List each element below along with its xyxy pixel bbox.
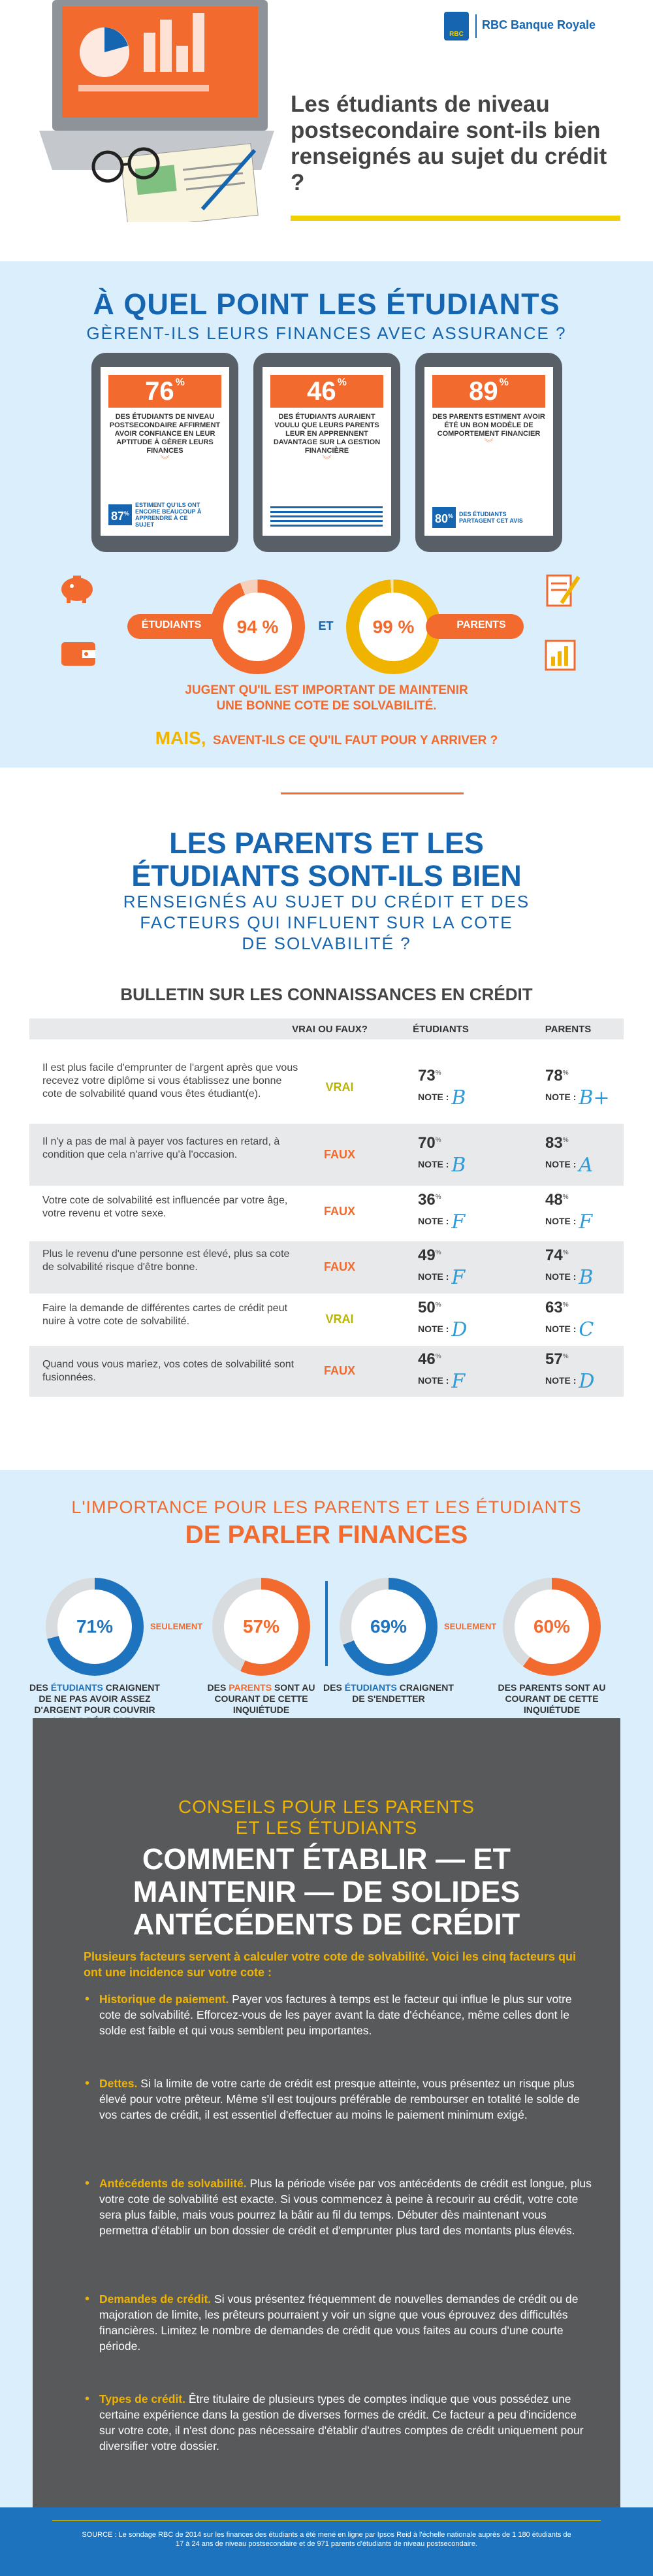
seulement-label: SEULEMENT (150, 1622, 203, 1631)
student-letter: F (451, 1211, 466, 1233)
sub-stat-value: 87% (108, 504, 132, 525)
donut-label-highlight: ÉTUDIANTS (344, 1682, 397, 1693)
donut-label: DES ÉTUDIANTS CRAIGNENT DE NE PAS AVOIR ASSEZ D'ARGENT POUR COUVRIR (29, 1682, 160, 1715)
student-pct: 70% (418, 1133, 441, 1152)
section2-subtitle-line3: DE SOLVABILITÉ ? (242, 934, 411, 953)
rbc-logo (444, 12, 633, 41)
parent-grade (545, 1299, 594, 1341)
hero-section (0, 0, 653, 261)
student-grade (418, 1299, 467, 1341)
donut-label: DES PARENTS SONT AU COURANT DE CETTE INQUIÉTUDE (498, 1682, 606, 1715)
row-question: Plus le revenu d'une personne est élevé, plus sa cote de solvabilité risque d'être bonne. (42, 1248, 290, 1273)
tips-intro: Plusieurs facteurs servent à calculer votre cote de solvabilité. Voici les cinq facteurs qui ont une incidence sur votre cote : (84, 1950, 576, 1979)
pencil-paper-icon (542, 572, 581, 608)
row-vrai-faux: FAUX (323, 1147, 355, 1161)
et-label: ET (318, 619, 334, 632)
bullet-icon: • (85, 2392, 90, 2406)
row-vrai-faux: VRAI (325, 1312, 354, 1326)
tip-item (85, 2291, 594, 2354)
parent-grade (545, 1134, 593, 1177)
donut-divider (325, 1581, 328, 1666)
tip-body: Être titulaire de plusieurs types de comptes indique que vous possédez une certaine expérience dans la gestion de diverses formes de crédit. Ce facteur a peu d'incidence sur votre cote, il n'est donc pas nécessaire d'établir d'autres comptes de crédit uniquement pour diversifier votre dossier. (99, 2392, 584, 2453)
students-label: ÉTUDIANTS (141, 619, 202, 630)
judge-line2: UNE BONNE COTE DE SOLVABILITÉ. (216, 699, 437, 713)
header-vf: VRAI OU FAUX? (292, 1024, 368, 1035)
parent-grade (545, 1247, 593, 1289)
talk-finances-section (0, 1470, 653, 1718)
stat-description: DES ÉTUDIANTS DE NIVEAU POSTSECONDAIRE AFFIRMENT AVOIR CONFIANCE EN LEUR APTITUDE À GÉRER LEURS FINANCES (109, 413, 221, 455)
mais-word: MAIS, (155, 728, 206, 748)
tips-kicker-line1: CONSEILS POUR LES PARENTS (178, 1797, 475, 1817)
section3-title-line1: L'IMPORTANCE POUR LES PARENTS ET LES ÉTUDIANTS (71, 1497, 582, 1517)
rbc-shield-icon: RBC (444, 12, 469, 41)
row-question: Quand vous vous mariez, vos cotes de solvabilité sont fusionnées. (42, 1359, 295, 1383)
sub-stat-text: DES ÉTUDIANTS PARTAGENT CET AVIS (459, 511, 523, 524)
tips-section (0, 1718, 653, 2507)
bullet-icon: • (85, 2076, 90, 2091)
stat-value: 76 % (108, 375, 221, 408)
parent-note: NOTE : A (545, 1153, 594, 1177)
parent-pct: 57% (545, 1350, 569, 1368)
student-letter: D (451, 1318, 468, 1341)
brand-name: RBC Banque Royale (482, 18, 596, 31)
parents-pct: 99 % (372, 617, 415, 637)
row-question: Faire la demande de différentes cartes de crédit peut nuire à votre cote de solvabilité. (42, 1303, 288, 1327)
section2-title-line2: ÉTUDIANTS SONT-ILS BIEN (131, 859, 522, 892)
table-row (29, 1124, 624, 1186)
parent-note: NOTE : D (545, 1370, 595, 1393)
donut-value: 71% (57, 1590, 132, 1664)
student-letter: B (451, 1086, 466, 1109)
tip-head: Historique de paiement. (99, 1993, 229, 2006)
donut-label-highlight: PARENTS (229, 1682, 272, 1693)
laptop-illustration (39, 0, 274, 222)
header-parents: PARENTS (545, 1024, 592, 1035)
stat-tablet (253, 353, 400, 552)
student-pct: 50% (418, 1299, 441, 1316)
table-row (29, 1346, 624, 1397)
tip-head: Demandes de crédit. (99, 2292, 212, 2306)
row-question: Il n'y a pas de mal à payer vos factures en retard, à condition que cela n'arrive qu'à l'occasion. (42, 1136, 280, 1160)
tips-title-line2: MAINTENIR — DE SOLIDES (133, 1875, 520, 1908)
chart-paper-icon (542, 637, 581, 673)
parent-letter: B+ (579, 1086, 610, 1109)
bulletin-title: BULLETIN SUR LES CONNAISSANCES EN CRÉDIT (120, 985, 533, 1004)
section3-title-line2: DE PARLER FINANCES (185, 1521, 468, 1549)
student-note: NOTE : B (418, 1153, 466, 1177)
section2-subtitle-line1: RENSEIGNÉS AU SUJET DU CRÉDIT ET DES (123, 892, 530, 911)
sub-stat-text: ESTIMENT QU'ILS ONT ENCORE BEAUCOUP À APPRENDRE À CE SUJET (135, 502, 202, 528)
section1-title: À QUEL POINT LES ÉTUDIANTS (93, 287, 560, 321)
mais-line (0, 728, 653, 749)
parent-letter: B (579, 1266, 594, 1289)
student-pct: 36% (418, 1191, 441, 1209)
hero-underline (291, 216, 620, 221)
row-question: Il est plus facile d'emprunter de l'argent après que vous recevez votre diplôme si vous établissez une bonne cote de solvabilité quand vous êtes étudiant(e). (42, 1062, 298, 1100)
stat-value: 89 % (432, 375, 545, 408)
tip-head: Dettes. (99, 2077, 138, 2090)
stat-description: DES ÉTUDIANTS AURAIENT VOULU QUE LEURS PARENTS LEUR EN APPRENNENT DAVANTAGE SUR LA GESTION FINANCIÈRE (273, 413, 381, 455)
parent-letter: D (579, 1370, 595, 1393)
donut-label: DES ÉTUDIANTS CRAIGNENT DE S'ENDETTER (323, 1682, 454, 1704)
parent-note: NOTE : C (545, 1318, 594, 1341)
text-lines-icon (270, 504, 383, 527)
parent-note: NOTE : B (545, 1266, 594, 1289)
tips-kicker-line2: ET LES ÉTUDIANTS (235, 1818, 418, 1838)
wallet-icon (59, 637, 98, 670)
tip-body: Si vous présentez fréquemment de nouvelles demandes de crédit ou de majoration de limite, les prêteurs pourraient y voir un signe que vous éprouvez des difficultés financières. Limitez le nombre de demandes de crédit que vous faites au cours d'une courte période. (99, 2292, 579, 2353)
chevron-down-icon: ︾ (322, 455, 332, 465)
students-pct: 94 % (236, 617, 279, 637)
section1-subtitle: GÈRENT-ILS LEURS FINANCES AVEC ASSURANCE ? (86, 323, 567, 343)
donut-value: 69% (351, 1590, 426, 1664)
donut-value: 60% (515, 1590, 589, 1664)
parent-pct: 48% (545, 1191, 569, 1209)
row-vrai-faux: FAUX (323, 1205, 355, 1218)
footer (0, 2507, 653, 2576)
bullet-icon: • (85, 1992, 90, 2006)
stat-description: DES PARENTS ESTIMENT AVOIR ÉTÉ UN BON MODÈLE DE COMPORTEMENT FINANCIER (432, 413, 545, 438)
parents-label: PARENTS (456, 619, 506, 630)
student-grade (418, 1134, 466, 1177)
header-students: ÉTUDIANTS (413, 1024, 469, 1035)
student-grade (418, 1247, 465, 1289)
tip-head: Antécédents de solvabilité. (99, 2177, 247, 2190)
mais-rest: SAVENT-ILS CE QU'IL FAUT POUR Y ARRIVER ? (212, 734, 498, 747)
student-note: NOTE : F (418, 1266, 466, 1289)
student-pct: 46% (418, 1350, 441, 1368)
tip-body: Plus la période visée par vos antécédents de crédit est longue, plus votre cote de solvabilité est exacte. Si vous commencez à peine à recourir au crédit, votre cote sera plus faible, mais vous pourrez la bâtir au fil du temps. Débuter dès maintenant vous permettra d'établir un bon dossier de crédit et d'emprunter plus tard des montants plus élevés. (99, 2177, 592, 2237)
section2-subtitle-line2: FACTEURS QUI INFLUENT SUR LA COTE (140, 913, 513, 932)
parent-grade (545, 1191, 592, 1233)
tip-item (85, 2176, 594, 2238)
student-letter: B (451, 1153, 466, 1177)
sub-stat-value: 80% (432, 507, 456, 528)
student-grade (418, 1191, 465, 1233)
hero-title: Les étudiants de niveau postsecondaire sont-ils bien renseignés au sujet du crédit ? (291, 91, 607, 195)
seulement-label: SEULEMENT (444, 1622, 497, 1631)
donut-label-highlight: ÉTUDIANTS (50, 1682, 103, 1693)
parent-pct: 63% (545, 1299, 569, 1316)
student-note: NOTE : D (418, 1318, 468, 1341)
footer-rule (52, 2520, 601, 2521)
section-divider (281, 792, 464, 794)
tips-title-line1: COMMENT ÉTABLIR — ET (142, 1842, 511, 1876)
chevron-down-icon: ︾ (160, 455, 170, 465)
table-row (29, 1241, 624, 1294)
tip-item (85, 2076, 594, 2123)
stat-tablet (91, 353, 238, 552)
donut-chart (46, 1578, 144, 1676)
student-grade (418, 1067, 466, 1109)
parent-grade (545, 1067, 610, 1109)
parent-pct: 74% (545, 1247, 569, 1264)
student-note: NOTE : F (418, 1370, 466, 1393)
student-note: NOTE : B (418, 1086, 466, 1109)
tip-item (85, 1991, 594, 2038)
donut-label: DES PARENTS SONT AU COURANT DE CETTE INQUIÉTUDE (207, 1682, 315, 1715)
rbc-divider (475, 14, 477, 38)
bullet-icon: • (85, 2292, 90, 2306)
bullet-icon: • (85, 2176, 90, 2191)
parent-grade (545, 1350, 594, 1393)
student-letter: F (451, 1370, 466, 1393)
tip-body: Si la limite de votre carte de crédit est presque atteinte, vous présentez un risque plus élevé pour votre prêteur. Même s'il est toujours préférable de rembourser en totalité le solde de vos cartes de crédit, il est essentiel d'effectuer au moins le paiement minimum exigé. (99, 2077, 580, 2121)
student-pct: 73% (418, 1067, 441, 1084)
knowledge-section (0, 768, 653, 1470)
row-vrai-faux: VRAI (325, 1081, 354, 1094)
student-letter: F (451, 1266, 466, 1289)
judge-line1: JUGENT QU'IL EST IMPORTANT DE MAINTENIR (185, 683, 468, 697)
student-grade (418, 1350, 465, 1393)
parent-letter: A (579, 1153, 594, 1177)
table-row (29, 1055, 624, 1120)
student-pct: 49% (418, 1247, 441, 1264)
confidence-section (0, 261, 653, 768)
stat-tablet (415, 353, 562, 552)
chevron-down-icon: ︾ (484, 438, 494, 448)
row-vrai-faux: FAUX (323, 1260, 355, 1273)
section2-title-line1: LES PARENTS ET LES (169, 826, 484, 860)
table-row (29, 1297, 624, 1343)
student-note: NOTE : F (418, 1211, 466, 1233)
stat-value: 46 % (270, 375, 383, 408)
tip-body: Payer vos factures à temps est le facteur qui influe le plus sur votre cote de solvabilité. Efforcez-vous de les payer avant la date d'échéance, même celles dont le solde est faible et qui vous semblent peu importantes. (99, 1993, 572, 2037)
donut-chart (503, 1578, 601, 1676)
row-vrai-faux: FAUX (323, 1364, 355, 1377)
parent-letter: C (579, 1318, 594, 1341)
row-question: Votre cote de solvabilité est influencée par votre âge, votre revenu et votre sexe. (42, 1195, 288, 1219)
footer-source: SOURCE : Le sondage RBC de 2014 sur les finances des étudiants a été mené en ligne par Ipsos Reid à l'échelle nationale auprès de 1 180 étudiants de 17 à 24 ans de niveau postsecondaire et de 971 parents d'étudiants de niveau postsecondaire. (82, 2531, 571, 2548)
donut-chart (212, 1578, 310, 1676)
parent-note: NOTE : F (545, 1211, 593, 1233)
tip-head: Types de crédit. (99, 2392, 185, 2405)
parent-pct: 83% (545, 1133, 569, 1152)
donut-chart (340, 1578, 438, 1676)
parent-note: NOTE : B+ (545, 1086, 610, 1109)
parent-letter: F (579, 1211, 593, 1233)
parent-pct: 78% (545, 1067, 569, 1084)
piggy-bank-icon (57, 572, 97, 604)
tip-item (85, 2391, 594, 2454)
table-row (29, 1189, 624, 1235)
tips-title-line3: ANTÉCÉDENTS DE CRÉDIT (133, 1908, 520, 1941)
donut-value: 57% (224, 1590, 298, 1664)
